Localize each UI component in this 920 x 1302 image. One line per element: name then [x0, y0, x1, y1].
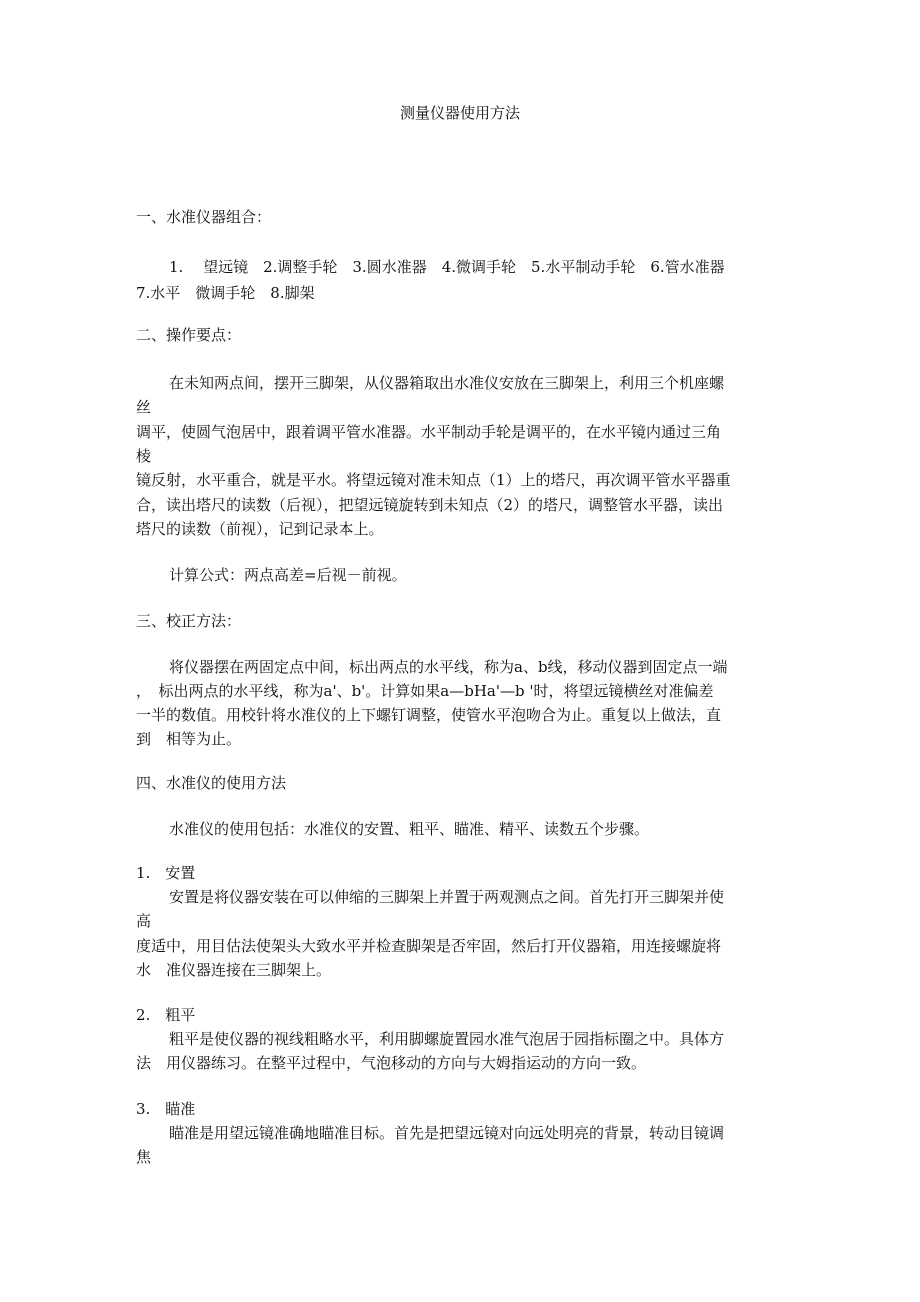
- component-list-line-1: 1. 望远镜 2.调整手轮 3.圆水准器 4.微调手轮 5.水平制动手轮 6.管水准器: [169, 258, 725, 276]
- step-1-line-3: 度适中，用目估法使架头大致水平并检查脚架是否牢固，然后打开仪器箱，用连接螺旋将: [136, 937, 722, 955]
- calibration-line-3: 一半的数值。用校针将水准仪的上下螺钉调整，使管水平泡吻合为止。重复以上做法，直: [136, 706, 722, 724]
- document-title: 测量仪器使用方法: [399, 104, 520, 122]
- section-heading-4: 四、水准仪的使用方法: [136, 774, 287, 792]
- step-2-line-1: 粗平是使仪器的视线粗略水平，利用脚螺旋置园水准气泡居于园指标圈之中。具体方: [169, 1030, 725, 1048]
- operation-line-5: 镜反射，水平重合，就是平水。将望远镜对准未知点（1）上的塔尺，再次调平管水平器重: [136, 471, 731, 489]
- operation-line-6: 合，读出塔尺的读数（后视），把望远镜旋转到未知点（2）的塔尺，调整管水平器，读出: [136, 496, 724, 514]
- operation-line-3: 调平，使圆气泡居中，跟着调平管水准器。水平制动手轮是调平的，在水平镜内通过三角: [136, 423, 722, 441]
- operation-line-4: 棱: [136, 447, 152, 465]
- calibration-line-4: 到 相等为止。: [136, 730, 242, 748]
- step-title-1: 1. 安置: [136, 864, 196, 882]
- component-list-line-2: 7.水平 微调手轮 8.脚架: [136, 284, 315, 302]
- section-heading-2: 二、操作要点：: [136, 326, 242, 344]
- step-3-line-2: 焦: [136, 1148, 152, 1166]
- section-heading-3: 三、校正方法：: [136, 612, 242, 630]
- operation-line-2: 丝: [136, 398, 152, 416]
- step-3-line-1: 瞄准是用望远镜准确地瞄准目标。首先是把望远镜对向远处明亮的背景，转动目镜调: [169, 1124, 725, 1142]
- step-title-2: 2. 粗平: [136, 1006, 196, 1024]
- step-2-line-2: 法 用仪器练习。在整平过程中，气泡移动的方向与大姆指运动的方向一致。: [136, 1054, 647, 1072]
- operation-line-1: 在未知两点间，摆开三脚架，从仪器箱取出水准仪安放在三脚架上，利用三个机座螺: [169, 374, 725, 392]
- step-1-line-2: 高: [136, 912, 152, 930]
- section-heading-1: 一、水准仪器组合：: [136, 208, 272, 226]
- operation-line-7: 塔尺的读数（前视），记到记录本上。: [136, 520, 384, 538]
- formula-line: 计算公式：两点高差=后视－前视。: [169, 566, 407, 584]
- step-title-3: 3. 瞄准: [136, 1100, 196, 1118]
- calibration-line-2: ， 标出两点的水平线，称为a'、b'。计算如果a—bHa'—b '时，将望远镜横丝对准偏差: [136, 682, 714, 700]
- usage-intro: 水准仪的使用包括：水准仪的安置、粗平、瞄准、精平、读数五个步骤。: [169, 820, 650, 838]
- step-1-line-1: 安置是将仪器安装在可以伸缩的三脚架上并置于两观测点之间。首先打开三脚架并使: [169, 888, 725, 906]
- step-1-line-4: 水 准仪器连接在三脚架上。: [136, 961, 332, 979]
- calibration-line-1: 将仪器摆在两固定点中间，标出两点的水平线，称为a、b线，移动仪器到固定点一端: [169, 658, 728, 676]
